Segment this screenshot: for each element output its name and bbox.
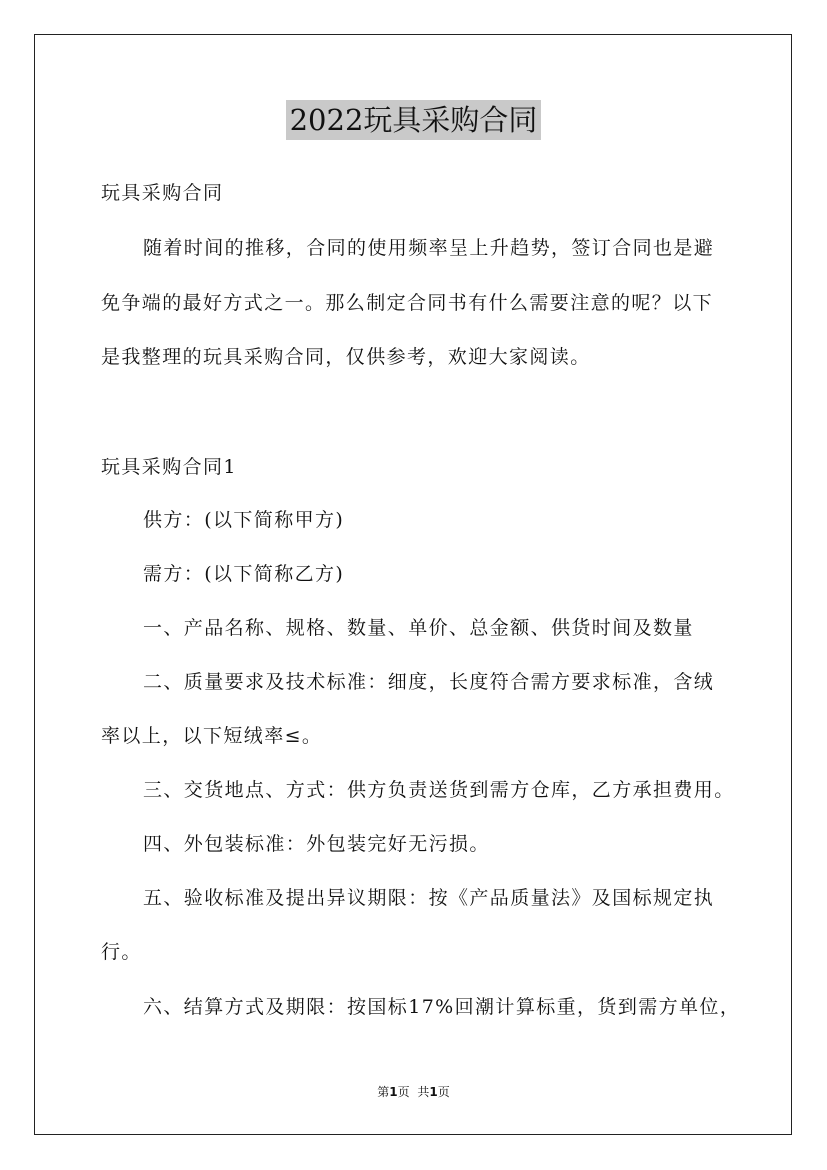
section-heading: 玩具采购合同 (101, 182, 224, 204)
clause-line: 二、质量要求及技术标准：细度，长度符合需方要求标准，含绒 (143, 671, 715, 693)
page-footer (0, 1084, 827, 1100)
intro-paragraph-line: 随着时间的推移，合同的使用频率呈上升趋势，签订合同也是避 (143, 237, 715, 259)
supplier-line: 供方：(以下简称甲方) (143, 509, 345, 531)
clause-line: 一、产品名称、规格、数量、单价、总金额、供货时间及数量 (143, 617, 694, 639)
clause-line: 四、外包装标准：外包装完好无污损。 (143, 833, 490, 855)
clause-line: 率以上，以下短绒率≤。 (101, 725, 323, 747)
footer-page-number: 1 (389, 1085, 398, 1099)
buyer-line: 需方：(以下简称乙方) (143, 563, 345, 585)
footer-page-label: 第 (377, 1085, 390, 1099)
footer-total-number: 1 (429, 1085, 438, 1099)
footer-total-label: 共 (417, 1085, 430, 1099)
footer-page-suffix: 页 (397, 1085, 410, 1099)
clause-line: 三、交货地点、方式：供方负责送货到需方仓库，乙方承担费用。 (143, 779, 735, 801)
footer-total-suffix: 页 (437, 1085, 450, 1099)
title-container (0, 100, 827, 140)
intro-paragraph-line: 是我整理的玩具采购合同，仅供参考，欢迎大家阅读。 (101, 346, 591, 368)
intro-paragraph-line: 免争端的最好方式之一。那么制定合同书有什么需要注意的呢？以下 (101, 292, 714, 314)
contract-heading: 玩具采购合同1 (101, 456, 237, 478)
clause-line: 行。 (101, 941, 142, 963)
clause-line: 五、验收标准及提出异议期限：按《产品质量法》及国标规定执 (143, 887, 715, 909)
document-title: 2022玩具采购合同 (286, 100, 542, 140)
clause-line: 六、结算方式及期限：按国标17%回潮计算标重，货到需方单位， (143, 996, 741, 1018)
